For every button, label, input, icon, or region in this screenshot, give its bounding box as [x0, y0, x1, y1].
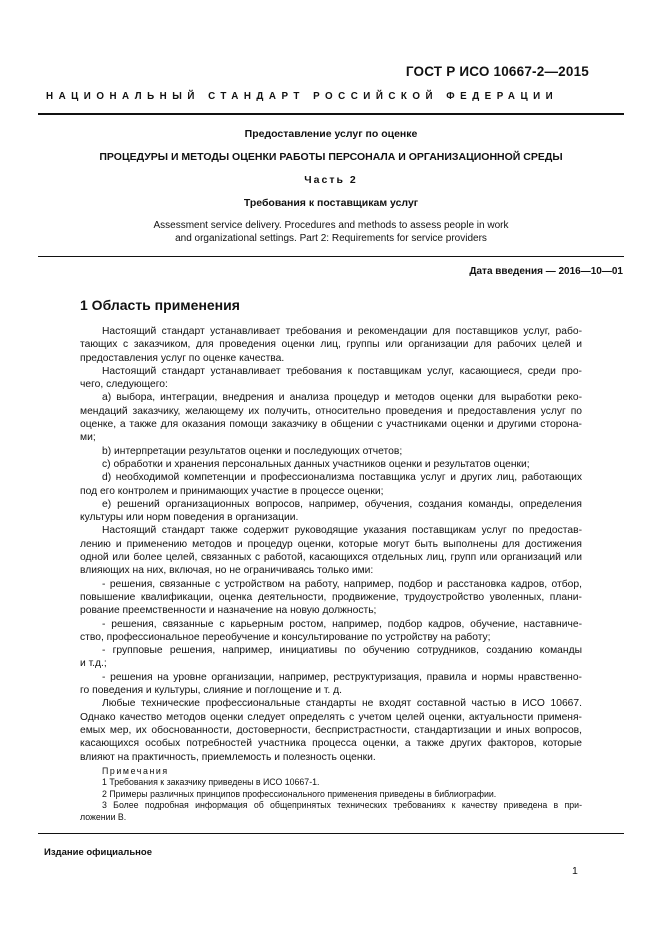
body-line: чего, следующего:: [80, 379, 168, 391]
subtitle-requirements: Требования к поставщикам услуг: [243, 197, 419, 209]
body-line: влияющих на них, включая, но не ограничиваясь только ими:: [80, 565, 374, 577]
body-line: и т.д.;: [80, 658, 107, 670]
main-title: ПРОЦЕДУРЫ И МЕТОДЫ ОЦЕНКИ РАБОТЫ ПЕРСОНАЛА И ОРГАНИЗАЦИОННОЙ СРЕДЫ: [99, 151, 563, 163]
body-line: Настоящий стандарт также содержит руководящие указания поставщикам услуг по предостав-: [102, 525, 582, 537]
body-line: мендаций заказчику, желающему их получить, относительно проведения и предоставления услуг по: [80, 405, 582, 417]
part-label: Часть 2: [304, 174, 358, 186]
body-line: влияют на практичность, приемлемость и полезность оценки.: [80, 751, 376, 763]
middle-divider: [38, 256, 624, 257]
body-line: тающих с заказчиком, для проведения оценки лиц, группы или организации для рабочих целей и: [80, 339, 582, 351]
section-heading: 1 Область применения: [80, 297, 240, 313]
body-line: одной или более целей, связанных с работой, касающихся отдельных лиц, групп или организаций или: [80, 552, 582, 564]
subtitle-service-delivery: Предоставление услуг по оценке: [244, 128, 418, 140]
body-line: Настоящий стандарт устанавливает требования и рекомендации для поставщиков услуг, рабо-: [102, 326, 582, 337]
body-line: b) интерпретации результатов оценки и последующих отчетов;: [102, 445, 403, 457]
document-code: ГОСТ Р ИСО 10667-2—2015: [405, 64, 589, 79]
body-line: - групповые решения, например, инициативы по обучению сотрудников, созданию команды: [102, 645, 582, 657]
note-item-2: 2 Примеры различных принципов профессионального применения приведены в библиографии.: [102, 788, 497, 799]
body-line: касающихся особых потребностей участника процесса оценки, а также других факторов, которые: [80, 738, 582, 750]
top-divider: [38, 113, 624, 115]
body-line: предоставления услуг по оценке качества.: [80, 352, 285, 364]
body-line: Любые технические профессиональные стандарты не входят составной частью в ИСО 10667.: [102, 698, 582, 710]
body-line: рование преемственности и назначение на новую должность;: [80, 605, 377, 617]
introduction-date: Дата введения — 2016—10—01: [469, 266, 623, 277]
body-line: e) решений организационных вопросов, например, обучения, создания команды, определения: [102, 498, 582, 510]
body-line: - решения, связанные с устройством на работу, например, подбор и расстановка кадров, отбор,: [102, 578, 582, 590]
body-line: а) выбора, интеграции, внедрения и анализа процедур и методов оценки для выработки реко-: [102, 392, 582, 404]
national-standard-banner: НАЦИОНАЛЬНЫЙ СТАНДАРТ РОССИЙСКОЙ ФЕДЕРАЦИИ: [46, 91, 559, 102]
body-line: под его контролем и принимающих участие в процессе оценки;: [80, 485, 384, 497]
section-body: [80, 325, 582, 764]
body-line: d) необходимой компетенции и профессионализма поставщика услуг и других лиц, работающих: [102, 472, 582, 484]
notes-title: Примечания: [102, 766, 169, 776]
notes-block: [80, 766, 582, 823]
note-item-3: 3 Более подробная информация об общепринятых технических требованиях к качеству приведена в при-: [102, 800, 582, 811]
body-line: лению и применению методов и процедур оценки, которые могут быть выполнены для достижения: [80, 538, 582, 550]
body-line: - решения, связанные с карьерным ростом, например, подбор кадров, обучение, наставниче-: [102, 618, 582, 630]
body-line: го поведения и культуры, слияние и поглощение и т. д.: [80, 685, 343, 697]
body-line: оценке, а также для оказания помощи заказчику в общении с участниками оценки и другими сторона-: [80, 419, 582, 431]
note-item-3-continued: ложении В.: [80, 811, 127, 822]
body-line: c) обработки и хранения персональных данных участников оценки и результатов оценки;: [102, 458, 530, 470]
bottom-divider: [38, 833, 624, 834]
note-item-1: 1 Требования к заказчику приведены в ИСО 10667-1.: [102, 777, 320, 788]
body-line: - решения на уровне организации, например, реструктуризация, правила и нормы нравственно-: [102, 671, 582, 683]
body-line: ство, профессиональное переобучение и консультирование по устройству на работу;: [80, 631, 491, 643]
official-edition-label: Издание официальное: [44, 847, 152, 858]
body-line: ми;: [80, 432, 96, 444]
body-line: Настоящий стандарт устанавливает требования к поставщикам услуг, касающиеся, среди про-: [102, 365, 582, 377]
body-line: Однако качество методов оценки следует определять с учетом целей оценки, актуальности применя-: [80, 711, 582, 723]
body-line: емых мер, их обоснованности, достоверности, беспристрастности, стандартизации и иных вопросов,: [80, 724, 582, 736]
body-line: культуры или норм поведения в организации.: [80, 512, 299, 524]
english-title-line-1: Assessment service delivery. Procedures and methods to assess people in work: [153, 220, 509, 231]
english-title-line-2: and organizational settings. Part 2: Requirements for service providers: [175, 233, 487, 244]
page-number: 1: [572, 865, 578, 877]
body-line: повышение квалификации, оценка деятельности, продвижение, трудоустройство уволенных, плани-: [80, 591, 582, 603]
